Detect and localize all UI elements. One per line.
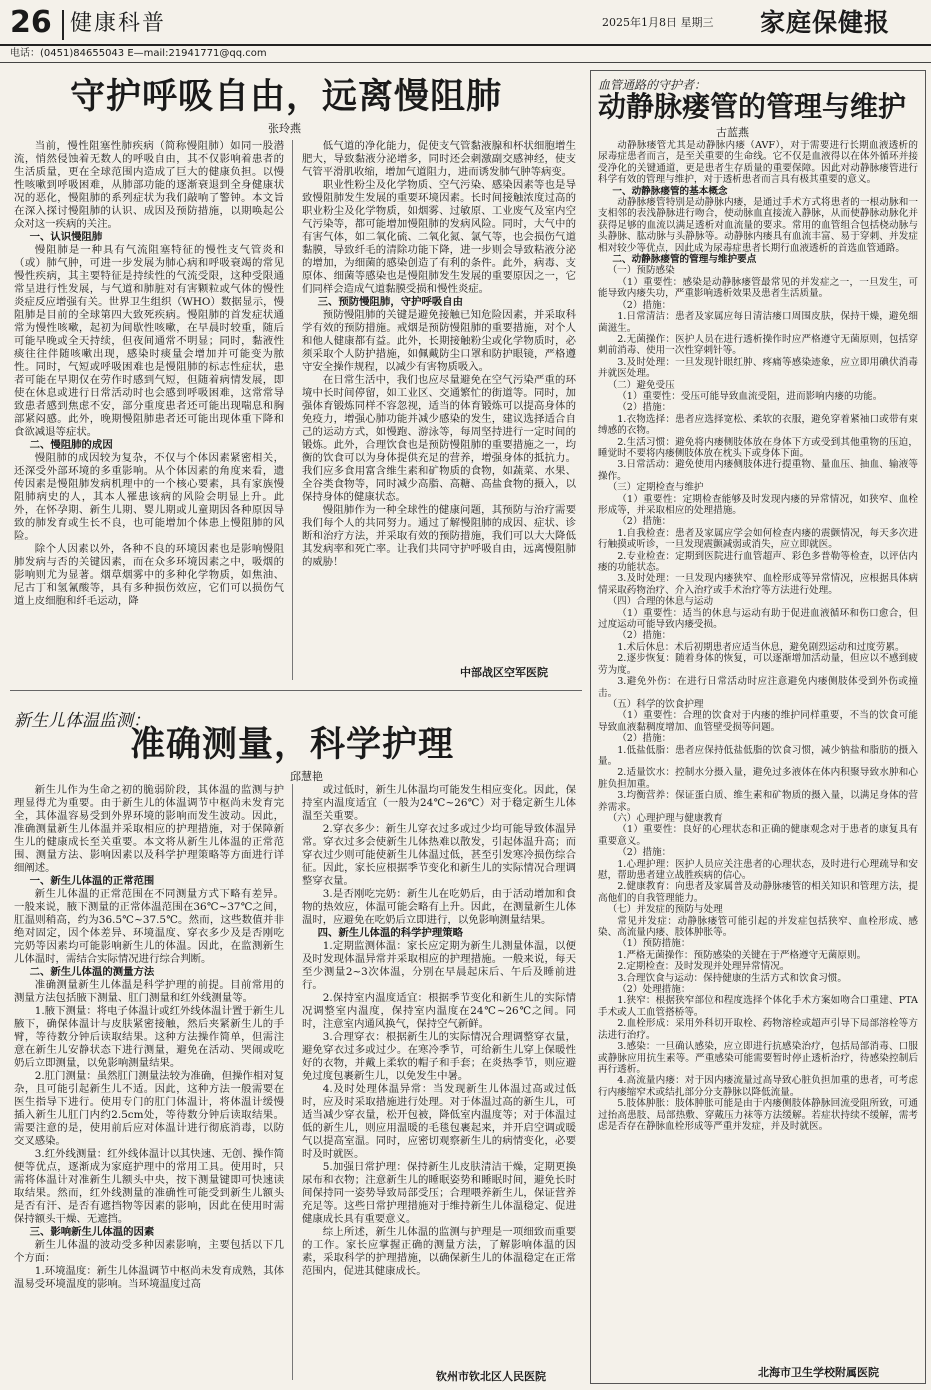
paragraph: 1.心理护理：医护人员应关注患者的心理状态，及时进行心理疏导和安慰，帮助患者建立战胜疾病的信心。 <box>598 858 918 881</box>
paragraph: （2）措施： <box>617 299 672 311</box>
paragraph: 3.避免外伤：在进行日常活动时应注意避免内瘘侧肢体受到外伤或撞击。 <box>598 676 918 699</box>
article1-column-2 <box>302 140 576 660</box>
paragraph: 1.狭窄：根据狭窄部位和程度选择个体化手术方案如吻合口重建、PTA手术或人工血管搭桥等。 <box>598 995 918 1018</box>
paragraph: 当前，慢性阻塞性肺疾病（简称慢阻肺）如同一股潜流，悄然侵蚀着无数人的呼吸自由，其不仅影响着患者的生活质量，更在全球范围内造成了巨大的健康负担。以慢性咳嗽到呼吸困难，从肺部功能的逐渐衰退到全身健康状况的恶化，慢阻肺的系列症状为我们敲响了警钟。本文旨在深入探讨慢阻肺的认识、成因及预防措施，以期唤起公众对这一疾病的关注。 <box>14 140 284 230</box>
header-divider <box>62 10 64 40</box>
section-heading: 一、认识慢阻肺 <box>29 231 103 243</box>
paragraph: （1）重要性：定期检查能够及时发现内瘘的异常情况，如狭窄、血栓形成等，并采取相应的处理措施。 <box>598 493 918 516</box>
section-heading: 一、新生儿体温的正常范围 <box>29 875 155 887</box>
section-heading: 三、影响新生儿体温的因素 <box>29 1226 155 1238</box>
paragraph: 或过低时，新生儿体温均可能发生相应变化。因此，保持室内温度适宜（一般为24℃~26℃）对于稳定新生儿体温至关重要。 <box>302 784 576 822</box>
paragraph: 2.无菌操作：医护人员在进行透析操作时应严格遵守无菌原则，包括穿刺前消毒、使用一次性穿刺针等。 <box>598 333 918 357</box>
column-divider <box>292 784 293 1380</box>
paragraph: 新生儿体温的波动受多种因素影响，主要包括以下几个方面： <box>14 1239 284 1264</box>
article-separator <box>10 690 582 691</box>
paragraph: 1.腋下测量：将电子体温计或红外线体温计置于新生儿腋下，确保体温计与皮肤紧密接触，然后夹紧新生儿的手臂，等待数分钟后读取结果。这种方法操作简单，但需注意在新生儿安静状态下进行测量，避免在活动、哭闹或吃奶后立即测量，以免影响测量结果。 <box>14 1005 284 1069</box>
section-heading: （一）预防感染 <box>607 265 675 277</box>
article3-title: 动静脉瘘管的管理与维护 <box>598 90 907 123</box>
paragraph: 5.肢体肿胀：肢体肿胀可能是由于内瘘侧肢体静脉回流受阻所致，可通过抬高患肢、局部热敷、穿戴压力袜等方法缓解。若症状持续不缓解，需考虑是否存在静脉血栓形成等严重并发症，并及时就医。 <box>598 1098 918 1132</box>
article2-author: 邱慧艳 <box>290 770 323 783</box>
paragraph: 2.适量饮水：控制水分摄入量，避免过多液体在体内积聚导致水肿和心脏负担加重。 <box>598 767 918 790</box>
section-heading: 二、新生儿体温的测量方法 <box>29 966 155 978</box>
article3-body <box>598 140 918 1362</box>
paragraph: 2.血栓形成：采用外科切开取栓、药物溶栓或超声引导下局部溶栓等方法进行治疗。 <box>598 1018 918 1041</box>
paragraph: 动静脉瘘管尤其是动静脉内瘘（AVF），对于需要进行长期血液透析的尿毒症患者而言，是至关重要的生命线。它不仅是血液得以在体外循环并接受净化的关键通道，更是患者生存质量的重要保障。因此对动静脉瘘管进行科学有效的管理与维护，对于透析患者而言具有极其重要的意义。 <box>598 140 918 186</box>
section-heading: （七）并发症的预防与处理 <box>607 904 723 916</box>
paragraph: 1.严格无菌操作：预防感染的关键在于严格遵守无菌原则。 <box>617 949 867 961</box>
paragraph: 新生儿体温的正常范围在不同测量方式下略有差异。一般来说，腋下测量的正常体温范围在36℃~37℃之间，肛温则稍高，约为36.5℃~37.5℃。然而，这些数值并非绝对固定，因个体差异、环境温度、穿衣多少及是否刚吃完奶等因素均可能影响新生儿的体温。因此，在监测新生儿体温时，需结合实际情况进行综合判断。 <box>14 888 284 965</box>
section-heading: 二、慢阻肺的成因 <box>29 439 113 451</box>
newspaper-name: 家庭保健报 <box>760 8 891 37</box>
section-name: 健康科普 <box>70 11 167 36</box>
article2-column-2 <box>302 784 576 1366</box>
paragraph: 1.日常清洁：患者及家属应每日清洁瘘口周围皮肤，保持干燥，避免细菌滋生。 <box>598 311 918 334</box>
paragraph: 准确测量新生儿体温是科学护理的前提。目前常用的测量方法包括腋下测量、肛门测量和红外线测量等。 <box>14 979 284 1004</box>
paragraph: 3.及时处理：一旦发现针眼红肿、疼痛等感染迹象，应立即用碘伏消毒并就医处理。 <box>598 356 918 380</box>
article2-pretitle: 新生儿体温监测： <box>14 711 150 731</box>
article1-author: 张玲燕 <box>268 122 301 135</box>
section-heading: （五）科学的饮食护理 <box>607 698 704 710</box>
paragraph: （2）措施： <box>617 847 672 859</box>
paragraph: 2.定期检查：及时发现并处理异常情况。 <box>617 961 790 973</box>
paragraph: 2.肛门测量：虽然肛门测量法较为准确，但操作相对复杂，且可能引起新生儿不适。因此，这种方法一般需要在医生指导下进行。使用专门的肛门体温计，将体温计缓慢插入新生儿肛门内约2.5cm处，等待数分钟后读取结果。需要注意的是，使用前后应对体温计进行彻底消毒，以防交叉感染。 <box>14 1070 284 1147</box>
article2-column-1 <box>14 784 284 1380</box>
article3-author: 古蓝燕 <box>716 126 749 139</box>
paragraph: 常见并发症：动静脉瘘管可能引起的并发症包括狭窄、血栓形成、感染、高流量内瘘、肢体肿胀等。 <box>598 915 918 939</box>
paragraph: 慢阻肺是一种具有气流阻塞特征的慢性支气管炎和（或）肺气肿，可进一步发展为肺心病和呼吸衰竭的常见慢性疾病，其主要特征是持续性的气流受限，这种受限通常呈进行性发展，与气道和肺脏对有害颗粒或气体的慢性炎症反应增强有关。世界卫生组织（WHO）数据显示，慢阻肺是目前的全球第四大致死疾病。慢阻肺的首发症状通常为慢性咳嗽，起初为间歇性咳嗽，在早晨时较重，随后可能早晚或全天持续，但夜间通常不明显；同时，黏液性痰往往伴随咳嗽出现，感染时痰量会增加并可能变为脓性。同时，气短或呼吸困难也是慢阻肺的标志性症状，患者可能在早期仅在劳作时感到气短，但随着病情发展，即使在休息或进行日常活动时也会感到呼吸困难，这常常导致患者感到焦虑不安，部分重度患者还可能出现喘息和胸部紧闷感。此外，晚期慢阻肺患者还可能出现体重下降和食欲减退等症状。 <box>14 244 284 438</box>
article2-source: 钦州市钦北区人民医院 <box>436 1370 546 1383</box>
section-heading: 四、新生儿体温的科学护理策略 <box>317 927 464 939</box>
paragraph: 除个人因素以外，各种不良的环境因素也是影响慢阻肺发病与否的关键因素，而在众多环境因素之中，吸烟的影响则尤为显著。烟草烟雾中的多种化学物质，如焦油、尼古丁和氢氰酸等，具有多种损伤效应，它们可以损伤气道上皮细胞和纤毛运动，降 <box>14 543 284 607</box>
paragraph: 低气道的净化能力，促使支气管黏液腺和杯状细胞增生肥大，导致黏液分泌增多，同时还会刺激副交感神经，使支气管平滑肌收缩，增加气道阻力，进而诱发肺气肿等病变。 <box>302 140 576 178</box>
paragraph: 3.日常活动：避免使用内瘘侧肢体进行提重物、量血压、抽血、输液等操作。 <box>598 459 918 482</box>
header-rule <box>0 44 931 46</box>
paragraph: （2）措施： <box>617 516 672 528</box>
paragraph: 4.及时处理体温异常：当发现新生儿体温过高或过低时，应及时采取措施进行处理。对于体温过高的新生儿，可适当减少穿衣量，松开包被，降低室内温度等；对于体温过低的新生儿，则应用温暖的毛毯包裹起来，并开启空调或暖气以提高室温。同时，应密切观察新生儿的病情变化，必要时及时就医。 <box>302 1083 576 1160</box>
section-heading: （三）定期检查与维护 <box>607 482 704 494</box>
paragraph: （1）预防措施： <box>617 938 691 950</box>
article1-column-1 <box>14 140 284 676</box>
paragraph: （1）重要性：适当的休息与运动有助于促进血液循环和伤口愈合，但过度运动可能导致内瘘受损。 <box>598 607 918 631</box>
paragraph: （1）重要性：良好的心理状态和正确的健康观念对于患者的康复具有重要意义。 <box>598 824 918 847</box>
article3-source: 北海市卫生学校附属医院 <box>758 1366 879 1379</box>
page-header <box>0 0 931 46</box>
contact-line: 电话：(0451)84655043 E—mail:21941771@qq.com <box>10 48 267 59</box>
paragraph: （2）处理措施： <box>617 984 691 996</box>
paragraph: （1）重要性：感染是动静脉瘘管最常见的并发症之一，一旦发生，可能导致内瘘失功，严重影响透析效果及患者生活质量。 <box>598 276 918 300</box>
section-heading: （二）避免受压 <box>607 379 675 391</box>
paragraph: 3.合理饮食与运动：保持健康的生活方式和饮食习惯。 <box>617 972 847 984</box>
paragraph: 3.是否刚吃完奶：新生儿在吃奶后，由于活动增加和食物的热效应，体温可能会略有上升。因此，在测量新生儿体温时，应避免在吃奶后立即进行，以免影响测量结果。 <box>302 888 576 926</box>
paragraph: 2.保持室内温度适宜：根据季节变化和新生儿的实际情况调整室内温度，保持室内温度在24℃~26℃之间。同时，注意室内通风换气，保持空气新鲜。 <box>302 992 576 1030</box>
paragraph: 综上所述，新生儿体温的监测与护理是一项细致而重要的工作。家长应掌握正确的测量方法，了解影响体温的因素，采取科学的护理措施，以确保新生儿的体温稳定在正常范围内，促进其健康成长。 <box>302 1226 576 1277</box>
paragraph: （2）措施： <box>617 630 672 642</box>
paragraph: （1）重要性：合理的饮食对于内瘘的维护同样重要，不当的饮食可能导致血液黏稠度增加、血管壁受损等问题。 <box>598 710 918 733</box>
paragraph: 2.健康教育：向患者及家属普及动静脉瘘管的相关知识和管理方法，提高他们的自我管理能力。 <box>598 881 918 904</box>
paragraph: 职业性粉尘及化学物质、空气污染、感染因素等也是导致慢阻肺发生发展的重要环境因素。长时间接触浓度过高的职业粉尘及化学物质，如烟雾、过敏原、工业废气及室内空气污染等，都可能增加慢阻肺的发病风险。同时，大气中的有害气体，如二氧化硫、二氧化氮、氯气等，也会损伤气道黏膜，导致纤毛的清除功能下降，进一步则会导致粘液分泌的增加，为细菌的感染创造了有利的条件。此外，病毒、支原体、细菌等感染也是慢阻肺发生发展的重要原因之一，它们同样会造成气道黏膜受损和慢性炎症。 <box>302 179 576 295</box>
paragraph: 1.自我检查：患者及家属应学会如何检查内瘘的震颤情况，每天多次进行触摸或听诊，一旦发现震颤减弱或消失，应立即就医。 <box>598 527 918 551</box>
section-heading: （四）合理的休息与运动 <box>607 596 714 608</box>
paragraph: 1.低盐低脂：患者应保持低盐低脂的饮食习惯，减少钠盐和脂肪的摄入量。 <box>598 744 918 767</box>
paragraph: 2.专业检查：定期到医院进行血管超声、彩色多普勒等检查，以评估内瘘的功能状态。 <box>598 550 918 574</box>
article1-title: 守护呼吸自由，远离慢阻肺 <box>70 76 503 117</box>
paragraph: 新生儿作为生命之初的脆弱阶段，其体温的监测与护理显得尤为重要。由于新生儿的体温调节中枢尚未发育完全，其体温容易受到外界环境的影响而发生波动。因此，准确测量新生儿体温并采取相应的护理措施，对于保障新生儿的健康成长至关重要。本文将从新生儿体温的正常范围、测量方法、影响因素以及科学护理策略等方面进行详细阐述。 <box>14 784 284 874</box>
section-heading: （六）心理护理与健康教育 <box>607 812 723 824</box>
paragraph: 5.加强日常护理：保持新生儿皮肤清洁干燥，定期更换尿布和衣物；注意新生儿的睡眠姿势和睡眠时间，避免长时间保持同一姿势导致局部受压；合理喂养新生儿，保证营养充足等。这些日常护理措施对于维持新生儿体温稳定、促进健康成长具有重要意义。 <box>302 1161 576 1225</box>
paragraph: 3.合理穿衣：根据新生儿的实际情况合理调整穿衣量，避免穿衣过多或过少。在寒冷季节，可给新生儿穿上保暖性好的衣物，并戴上柔软的帽子和手套；在炎热季节，则应避免过度包裹新生儿，以免发生中暑。 <box>302 1031 576 1082</box>
paragraph: 3.均衡营养：保证蛋白质、维生素和矿物质的摄入量，以满足身体的营养需求。 <box>598 790 918 813</box>
paragraph: 1.衣物选择：患者应选择宽松、柔软的衣服，避免穿着紧袖口或带有束缚感的衣物。 <box>598 413 918 437</box>
paragraph: 2.生活习惯：避免将内瘘侧肢体放在身体下方或受到其他重物的压迫，睡觉时不要将内瘘侧肢体放在枕头下或身体下面。 <box>598 436 918 459</box>
paragraph: 2.逐步恢复：随着身体的恢复，可以逐渐增加活动量，但应以不感到疲劳为度。 <box>598 653 918 676</box>
article3-pretitle: 血管通路的守护者： <box>598 78 707 92</box>
paragraph: 慢阻肺的成因较为复杂，不仅与个体因素紧密相关，还深受外部环境的多重影响。从个体因素的角度来看，遗传因素是慢阻肺发病机理中的一个核心要素，具有家族慢阻肺病史的人，其本人罹患该病的风险会明显上升。此外，在怀孕期、新生儿期、婴儿期或儿童期因各种原因导致的肺发育或生长不良，也可能增加个体患上慢阻肺的风险。 <box>14 452 284 542</box>
page-number: 26 <box>10 5 52 40</box>
paragraph: 1.术后休息：术后初期患者应适当休息，避免剧烈运动和过度劳累。 <box>617 641 905 653</box>
contact-rule <box>0 62 931 63</box>
paragraph: 预防慢阻肺的关键是避免接触已知危险因素，并采取科学有效的预防措施。戒烟是预防慢阻肺的重要措施，对个人和他人健康都有益。此外，长期接触粉尘或化学物质时，必须采取个人防护措施，如佩戴防尘口罩和防护眼镜，严格遵守安全操作规程，以减少有害物质吸入。 <box>302 309 576 373</box>
paragraph: 在日常生活中，我们也应尽量避免在空气污染严重的环境中长时间停留，如工业区、交通繁忙的街道等。同时，加强体育锻炼同样不容忽视，适当的体育锻炼可以提高身体的免疫力，增强心肺功能并减少感染的发生，建议选择适合自己的运动方式，如慢跑、游泳等，每周坚持进行一定时间的锻炼。此外，合理饮食也是预防慢阻肺的重要措施之一，均衡的饮食可以为身体提供充足的营养，增强身体的抵抗力。我们应多食用富含维生素和矿物质的食物，如蔬菜、水果、全谷类食物等，同时减少高脂、高糖、高盐食物的摄入，以保持身体的健康状态。 <box>302 374 576 503</box>
issue-date: 2025年1月8日 星期三 <box>602 16 714 29</box>
paragraph: 3.及时处理：一旦发现内瘘狭窄、血栓形成等异常情况，应根据具体病情采取药物治疗、介入治疗或手术治疗等方法进行处理。 <box>598 573 918 596</box>
paragraph: （2）措施： <box>617 402 672 414</box>
article2-title: 准确测量，科学护理 <box>130 724 455 765</box>
column-divider <box>292 140 293 680</box>
paragraph: 动静脉瘘管特别是动静脉内瘘，是通过手术方式将患者的一根动脉和一支相邻的表浅静脉进行吻合，使动脉血直接流入静脉，从而使静脉动脉化并获得足够的血流以满足透析对血流量的要求。常用的血管组合包括桡动脉与头静脉、肱动脉与头静脉等。动静脉内瘘具有血流丰富、易于穿刺、并发症相对较少等优点，因此成为尿毒症患者长期行血液透析的首选血管通路。 <box>598 197 918 254</box>
paragraph: 1.环境温度：新生儿体温调节中枢尚未发育成熟，其体温易受环境温度的影响。当环境温度过高 <box>14 1265 284 1290</box>
section-heading: 二、动静脉瘘管的管理与维护要点 <box>612 254 757 266</box>
paragraph: 4.高流量内瘘：对于因内瘘流量过高导致心脏负担加重的患者，可考虑行内瘘缩窄术或结扎部分分支静脉以降低流量。 <box>598 1075 918 1098</box>
paragraph: 3.红外线测量：红外线体温计以其快速、无创、操作简便等优点，逐渐成为家庭护理中的常用工具。使用时，只需将体温计对准新生儿额头中央，按下测量键即可快速读取结果。然而，红外线测量的准确性可能受到新生儿额头是否有汗、是否有遮挡物等因素的影响，因此在使用时需保持额头干燥、无遮挡。 <box>14 1148 284 1225</box>
section-heading: 一、动静脉瘘管的基本概念 <box>612 185 728 197</box>
paragraph: 1.定期监测体温：家长应定期为新生儿测量体温，以便及时发现体温异常并采取相应的护理措施。一般来说，每天至少测量2~3次体温，分别在早晨起床后、午后及睡前进行。 <box>302 940 576 991</box>
paragraph: （1）重要性：受压可能导致血流受阻，进而影响内瘘的功能。 <box>617 390 883 402</box>
paragraph: 慢阻肺作为一种全球性的健康问题，其预防与治疗需要我们每个人的共同努力。通过了解慢阻肺的成因、症状、诊断和治疗方法，并采取有效的预防措施，我们可以大大降低其发病率和死亡率。让我们共同守护呼吸自由，远离慢阻肺的威胁！ <box>302 504 576 568</box>
paragraph: 2.穿衣多少：新生儿穿衣过多或过少均可能导致体温异常。穿衣过多会使新生儿体热难以散发，引起体温升高；而穿衣过少则可能使新生儿体温过低，甚至引发寒冷损伤综合征。因此，家长应根据季节变化和新生儿的实际情况合理调整穿衣量。 <box>302 823 576 887</box>
paragraph: （2）措施： <box>617 733 672 745</box>
section-heading: 三、预防慢阻肺，守护呼吸自由 <box>317 296 464 308</box>
paragraph: 3.感染：一旦确认感染，应立即进行抗感染治疗，包括局部消毒、口服或静脉应用抗生素等。严重感染可能需要暂时停止透析治疗，待感染控制后再行透析。 <box>598 1041 918 1075</box>
article1-source: 中部战区空军医院 <box>460 666 548 679</box>
